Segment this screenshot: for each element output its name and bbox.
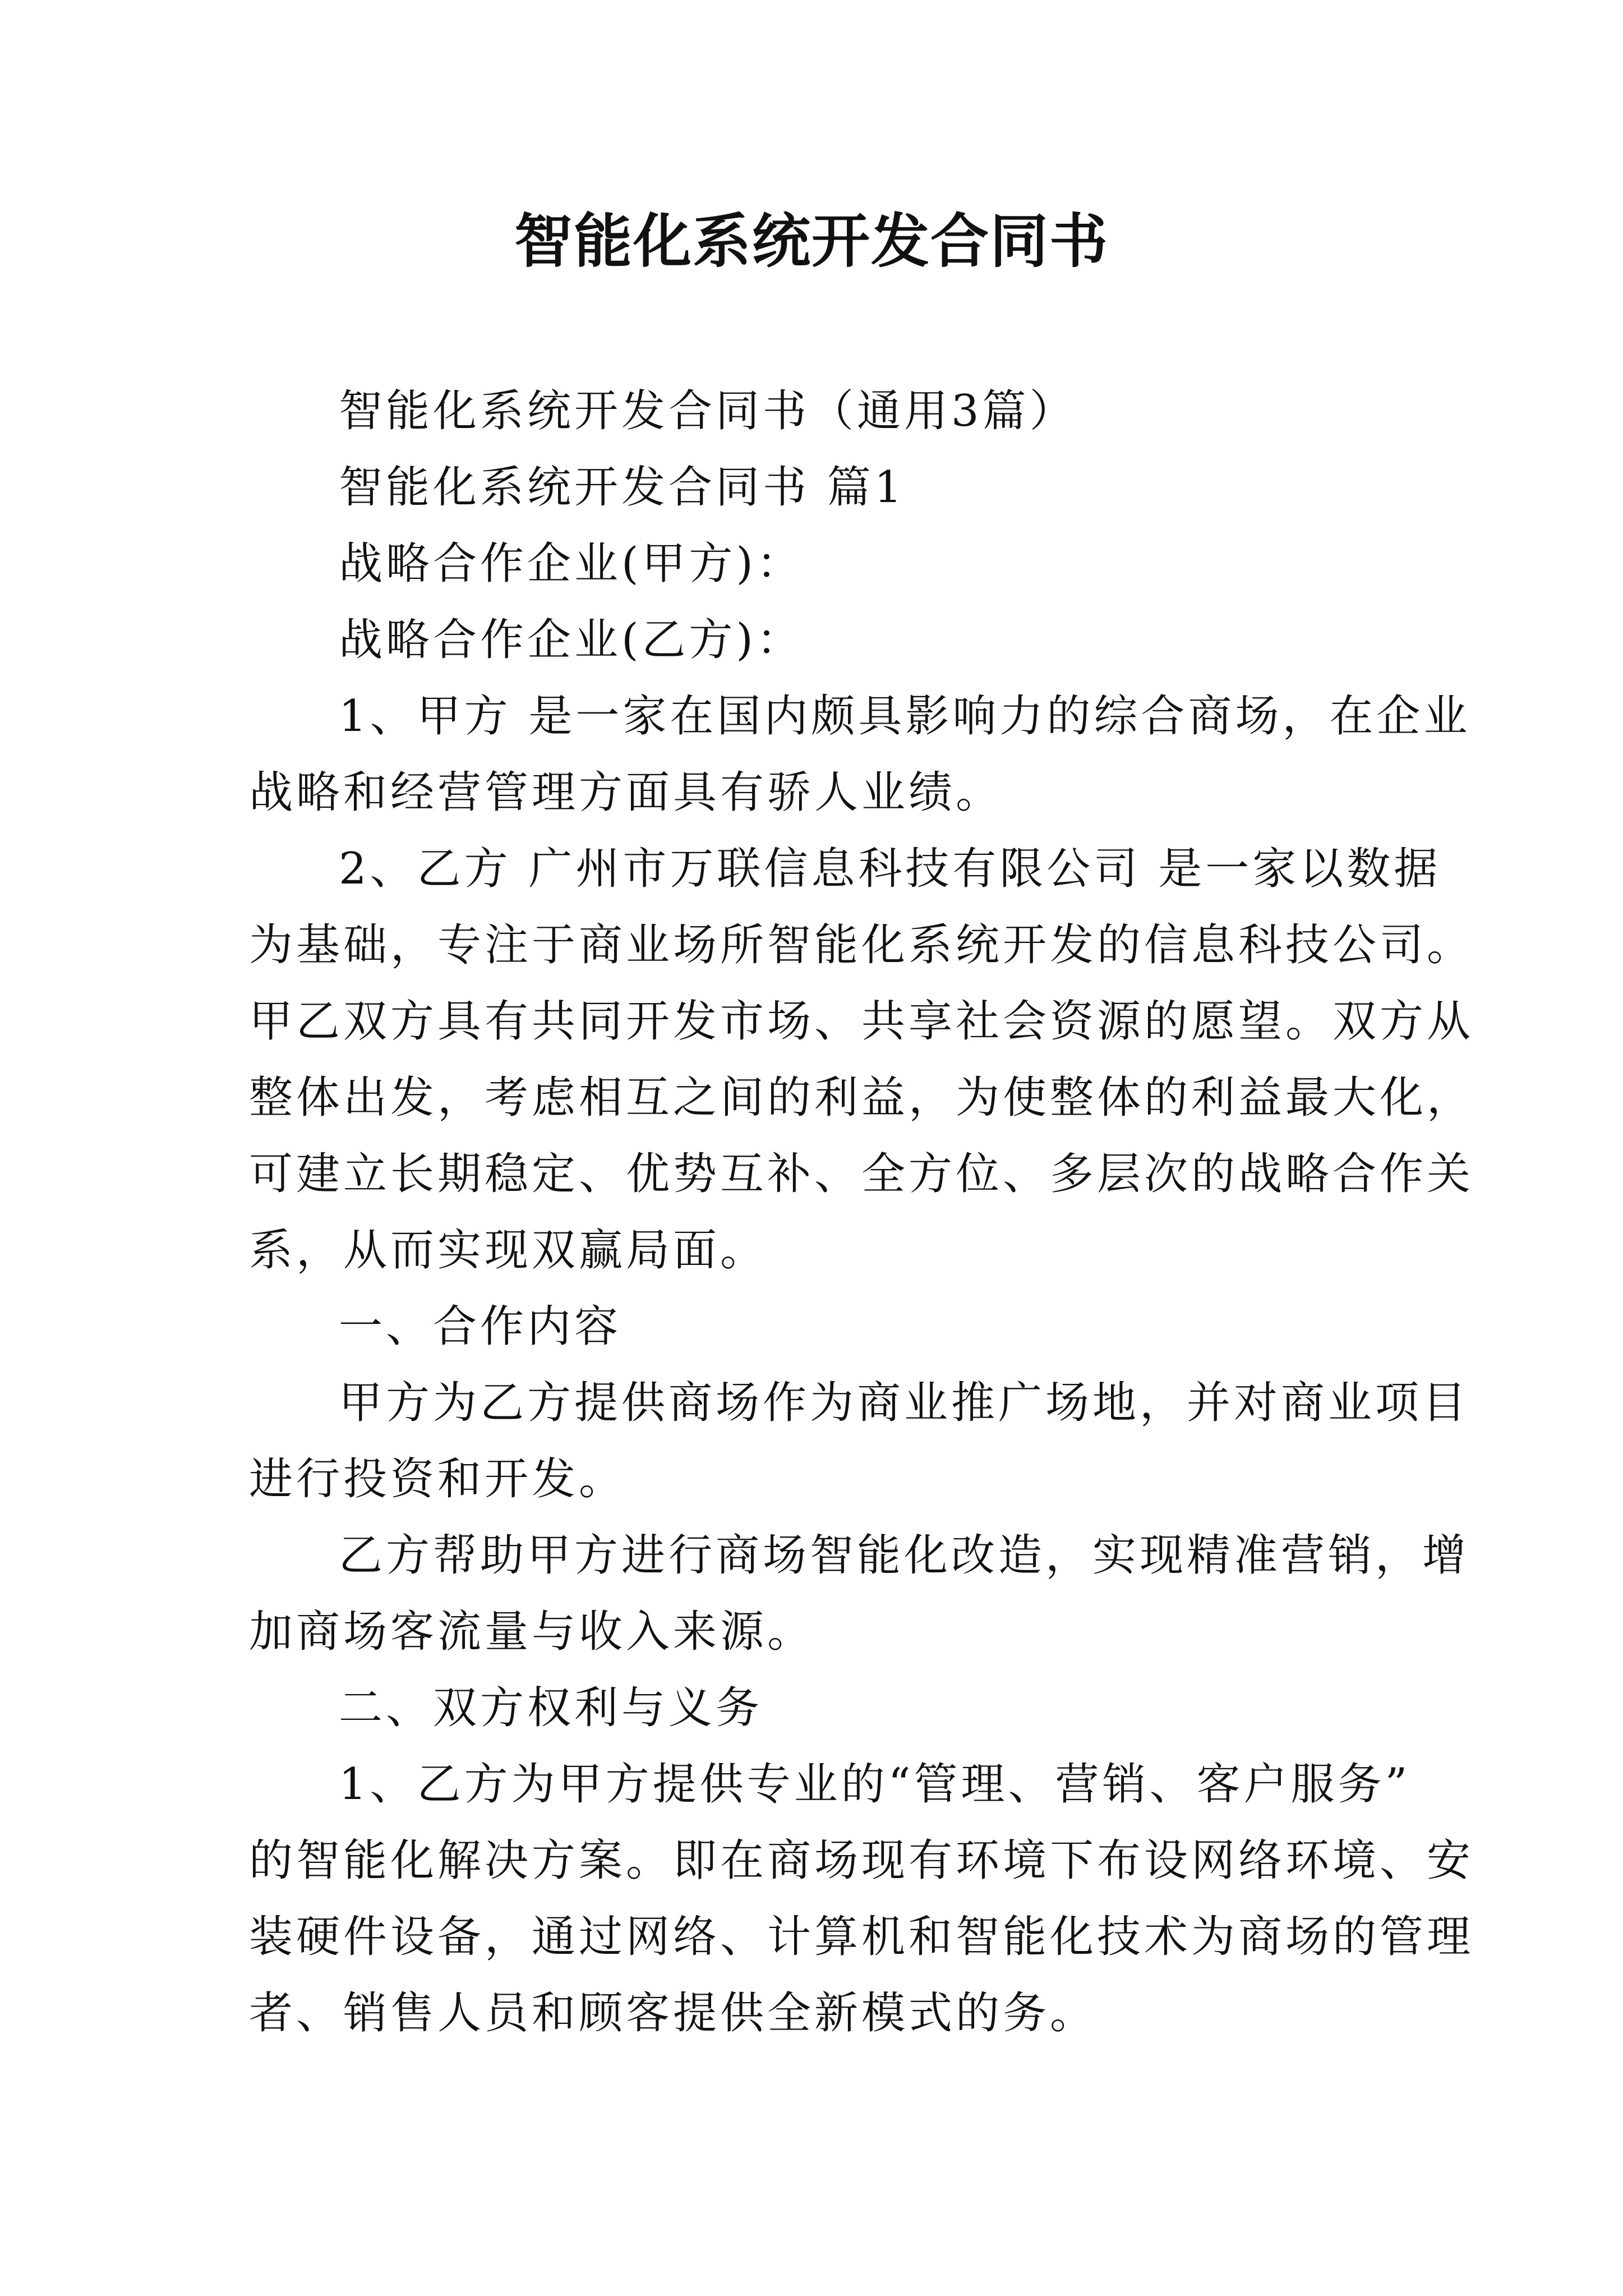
- text-line: 的智能化解决方案。即在商场现有环境下布设网络环境、安: [249, 1835, 1474, 1886]
- text-line: 1、乙方为甲方提供专业的“管理、营销、客户服务”: [339, 1759, 1411, 1810]
- document-title: 智能化系统开发合同书: [514, 206, 1109, 275]
- text-line: 系，从而实现双赢局面。: [249, 1225, 768, 1276]
- text-line: 者、销售人员和顾客提供全新模式的务。: [249, 1988, 1098, 2039]
- text-line: 智能化系统开发合同书 篇1: [339, 462, 906, 513]
- text-line: 战略和经营管理方面具有骄人业绩。: [249, 767, 1003, 818]
- document-body: [249, 373, 1474, 2051]
- text-line: 二、双方权利与义务: [339, 1683, 763, 1733]
- text-line: 整体出发，考虑相互之间的利益，为使整体的利益最大化，: [249, 1073, 1474, 1123]
- text-line: 甲方为乙方提供商场作为商业推广场地，并对商业项目: [339, 1378, 1470, 1428]
- text-line: 2、乙方 广州市万联信息科技有限公司 是一家以数据: [339, 844, 1441, 894]
- text-line: 智能化系统开发合同书（通用3篇）: [339, 386, 1077, 436]
- text-line: 战略合作企业(甲方)：: [339, 539, 804, 589]
- text-line: 乙方帮助甲方进行商场智能化改造，实现精准营销，增: [339, 1530, 1470, 1581]
- text-line: 甲乙双方具有共同开发市场、共享社会资源的愿望。双方从: [249, 996, 1474, 1047]
- text-line: 1、甲方 是一家在国内颇具影响力的综合商场，在企业: [339, 691, 1471, 742]
- text-line: 进行投资和开发。: [249, 1454, 626, 1504]
- text-line: 战略合作企业(乙方)：: [339, 615, 804, 665]
- text-line: 可建立长期稳定、优势互补、全方位、多层次的战略合作关: [249, 1149, 1474, 1199]
- text-line: 为基础，专注于商业场所智能化系统开发的信息科技公司。: [249, 920, 1474, 970]
- text-line: 加商场客流量与收入来源。: [249, 1607, 815, 1657]
- text-line: 一、合作内容: [339, 1301, 622, 1352]
- text-line: 装硬件设备，通过网络、计算机和智能化技术为商场的管理: [249, 1912, 1474, 1962]
